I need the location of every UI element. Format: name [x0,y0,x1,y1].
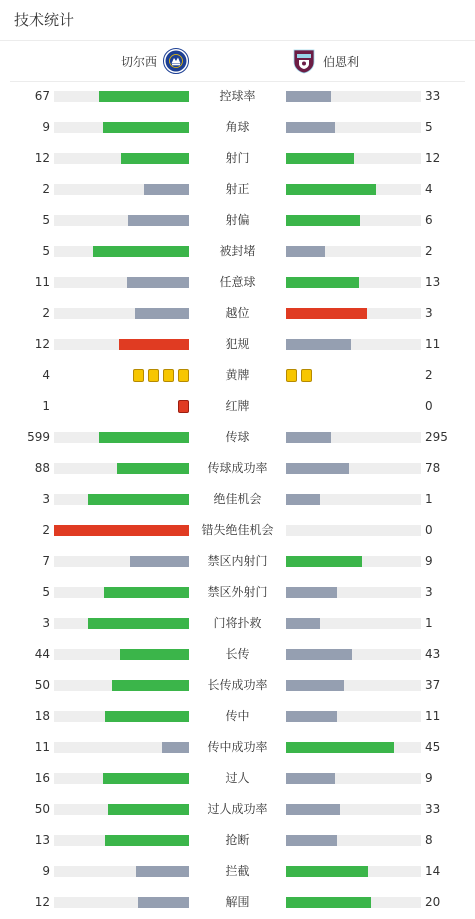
away-bar-track [286,308,421,319]
stat-label: 传中 [225,709,250,723]
divider [0,40,475,41]
stat-row [0,391,475,422]
away-value: 20 [425,895,441,909]
stat-label: 射门 [225,151,250,165]
stat-label: 过人成功率 [207,802,268,816]
away-bar-fill [286,91,331,102]
away-bar-track [286,897,421,908]
away-bar-fill [286,277,359,288]
yellow-card-icon [301,369,312,382]
away-bar-track [286,680,421,691]
yellow-card-icon [286,369,297,382]
stat-row [0,236,475,267]
home-bar-track [54,711,189,722]
away-bar-track [286,835,421,846]
away-bar-fill [286,153,354,164]
away-bar-track [286,215,421,226]
home-bar-track [54,556,189,567]
away-bar-track [286,184,421,195]
home-value: 3 [42,492,50,506]
stat-label: 被封堵 [219,244,256,258]
away-value: 11 [425,337,441,351]
away-value: 2 [425,368,433,382]
away-bar-fill [286,246,325,257]
away-value: 45 [425,740,441,754]
home-bar-fill [135,308,189,319]
stats-list [0,81,475,918]
home-value: 18 [34,709,50,723]
away-bar-fill [286,866,368,877]
stat-row [0,81,475,112]
away-bar-track [286,246,421,257]
stat-label: 拦截 [225,864,250,878]
away-bar-track [286,866,421,877]
home-value: 5 [42,244,50,258]
home-value: 13 [34,833,50,847]
away-bar-fill [286,680,344,691]
away-value: 12 [425,151,441,165]
home-value: 4 [42,368,50,382]
chelsea-crest-icon [163,48,189,74]
home-value: 12 [34,895,50,909]
yellow-card-icon [178,369,189,382]
home-bar-fill [105,835,189,846]
away-value: 78 [425,461,441,475]
away-bar-fill [286,556,362,567]
home-value: 5 [42,585,50,599]
away-bar-track [286,277,421,288]
stat-row [0,763,475,794]
home-bar-track [54,308,189,319]
page-title: 技术统计 [14,11,75,29]
home-bar-fill [103,773,189,784]
home-bar-fill [105,711,189,722]
stat-row [0,887,475,918]
home-value: 1 [42,399,50,413]
home-bar-fill [104,587,189,598]
home-value: 7 [42,554,50,568]
home-value: 5 [42,213,50,227]
away-bar-fill [286,432,331,443]
stat-label: 绝佳机会 [213,492,262,506]
away-value: 6 [425,213,433,227]
home-bar-fill [127,277,189,288]
stat-label: 犯规 [225,337,250,351]
away-value: 9 [425,771,433,785]
away-bar-track [286,711,421,722]
stat-label: 射偏 [225,213,250,227]
home-value: 67 [34,89,50,103]
home-team[interactable] [121,48,189,74]
stat-row [0,267,475,298]
away-bar-track [286,525,421,536]
home-bar-fill [136,866,189,877]
home-value: 3 [42,616,50,630]
home-bar-track [54,587,189,598]
away-bar-fill [286,618,320,629]
home-bar-track [54,494,189,505]
away-value: 1 [425,492,433,506]
home-value: 9 [42,120,50,134]
away-value: 14 [425,864,441,878]
away-bar-track [286,339,421,350]
home-bar-track [54,122,189,133]
stat-row [0,732,475,763]
stat-label: 射正 [225,182,250,196]
away-bar-fill [286,494,320,505]
home-bar-track [54,525,189,536]
home-bar-track [54,742,189,753]
home-bar-fill [93,246,189,257]
stat-label: 禁区外射门 [207,585,268,599]
away-bar-fill [286,122,335,133]
stat-row [0,112,475,143]
away-value: 33 [425,89,441,103]
away-bar-fill [286,587,337,598]
away-value: 295 [425,430,448,444]
home-bar-fill [162,742,189,753]
away-bar-fill [286,897,371,908]
home-cards [133,369,189,382]
home-bar-fill [130,556,189,567]
stat-row [0,298,475,329]
away-value: 1 [425,616,433,630]
stat-row [0,670,475,701]
home-bar-track [54,153,189,164]
home-bar-track [54,866,189,877]
away-value: 37 [425,678,441,692]
home-bar-fill [120,649,189,660]
home-bar-track [54,463,189,474]
away-bar-fill [286,649,352,660]
away-bar-fill [286,835,337,846]
home-value: 50 [34,802,50,816]
away-bar-fill [286,804,340,815]
home-bar-fill [117,463,189,474]
away-bar-track [286,494,421,505]
away-bar-fill [286,742,394,753]
away-value: 33 [425,802,441,816]
away-bar-fill [286,711,337,722]
stat-label: 禁区内射门 [207,554,268,568]
home-bar-fill [88,494,189,505]
away-team-name: 伯恩利 [323,54,360,69]
stat-label: 越位 [225,306,250,320]
teams-header [0,44,475,80]
stat-label: 角球 [225,120,250,134]
stat-row [0,143,475,174]
stat-label: 红牌 [225,399,250,413]
home-value: 11 [34,740,50,754]
home-bar-fill [119,339,189,350]
stat-label: 门将扑救 [213,616,262,630]
away-bar-track [286,773,421,784]
stat-row [0,422,475,453]
home-bar-track [54,618,189,629]
stat-row [0,205,475,236]
stat-label: 错失绝佳机会 [201,523,274,537]
away-bar-track [286,556,421,567]
away-bar-fill [286,308,367,319]
home-bar-track [54,897,189,908]
home-value: 2 [42,523,50,537]
away-bar-track [286,463,421,474]
stat-row [0,701,475,732]
home-bar-fill [103,122,189,133]
burnley-crest-icon [291,48,317,74]
away-value: 3 [425,585,433,599]
away-bar-track [286,153,421,164]
yellow-card-icon [163,369,174,382]
home-bar-track [54,339,189,350]
stat-label: 解围 [225,895,250,909]
away-bar-track [286,649,421,660]
home-bar-track [54,432,189,443]
away-bar-track [286,618,421,629]
home-cards [178,400,189,413]
home-team-name: 切尔西 [120,54,157,69]
home-bar-track [54,277,189,288]
stat-label: 传球成功率 [207,461,268,475]
home-bar-track [54,215,189,226]
home-value: 11 [34,275,50,289]
stat-row [0,856,475,887]
yellow-card-icon [148,369,159,382]
home-bar-track [54,246,189,257]
away-team[interactable] [291,48,359,74]
home-value: 9 [42,864,50,878]
away-value: 0 [425,399,433,413]
away-value: 11 [425,709,441,723]
home-value: 2 [42,182,50,196]
away-value: 2 [425,244,433,258]
away-value: 5 [425,120,433,134]
home-bar-track [54,680,189,691]
home-bar-fill [54,525,189,536]
stat-row [0,608,475,639]
stat-row [0,329,475,360]
home-value: 2 [42,306,50,320]
home-bar-track [54,835,189,846]
away-bar-fill [286,184,376,195]
away-bar-fill [286,463,349,474]
stat-label: 抢断 [225,833,250,847]
stat-label: 传中成功率 [207,740,268,754]
home-value: 12 [34,337,50,351]
stat-label: 任意球 [219,275,256,289]
home-bar-track [54,804,189,815]
stat-label: 过人 [225,771,250,785]
home-bar-fill [138,897,189,908]
home-value: 599 [27,430,50,444]
yellow-card-icon [133,369,144,382]
home-value: 12 [34,151,50,165]
home-bar-fill [112,680,189,691]
stat-row [0,546,475,577]
stat-row [0,515,475,546]
away-bar-fill [286,339,351,350]
home-bar-fill [144,184,189,195]
stat-row [0,453,475,484]
away-value: 3 [425,306,433,320]
home-bar-track [54,649,189,660]
home-bar-track [54,91,189,102]
stat-label: 传球 [225,430,250,444]
away-bar-track [286,122,421,133]
home-bar-fill [99,432,189,443]
stat-label: 黄牌 [225,368,250,382]
stat-row [0,484,475,515]
home-bar-fill [99,91,189,102]
away-bar-fill [286,215,360,226]
home-bar-fill [128,215,189,226]
away-bar-track [286,742,421,753]
away-bar-fill [286,773,335,784]
stat-row [0,794,475,825]
stat-row [0,360,475,391]
away-value: 8 [425,833,433,847]
away-value: 43 [425,647,441,661]
stat-label: 长传成功率 [207,678,268,692]
home-bar-fill [88,618,189,629]
away-bar-track [286,91,421,102]
home-bar-fill [108,804,189,815]
stat-row [0,577,475,608]
stat-label: 控球率 [219,89,256,103]
home-value: 88 [34,461,50,475]
away-value: 0 [425,523,433,537]
away-value: 13 [425,275,441,289]
stat-label: 长传 [225,647,250,661]
home-bar-track [54,773,189,784]
home-bar-track [54,184,189,195]
away-value: 4 [425,182,433,196]
home-bar-fill [121,153,189,164]
away-cards [286,369,312,382]
away-bar-track [286,587,421,598]
away-bar-track [286,804,421,815]
stat-row [0,825,475,856]
stat-row [0,174,475,205]
home-value: 16 [34,771,50,785]
away-bar-track [286,432,421,443]
home-value: 44 [34,647,50,661]
away-value: 9 [425,554,433,568]
stat-row [0,639,475,670]
red-card-icon [178,400,189,413]
home-value: 50 [34,678,50,692]
